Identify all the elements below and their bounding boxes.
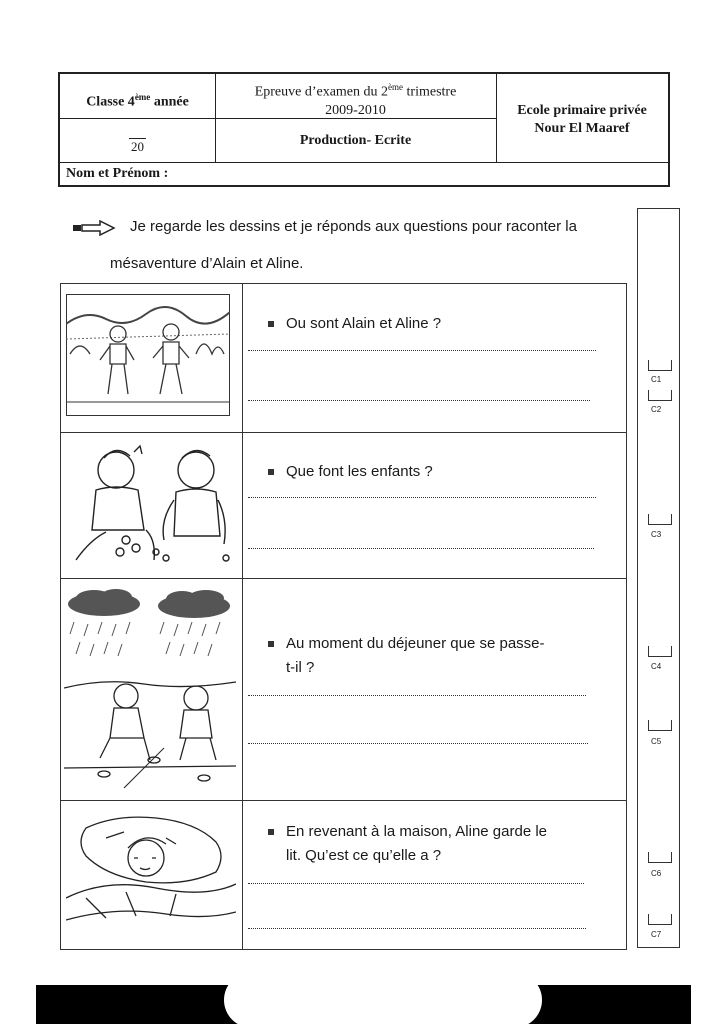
score-label-c2: C2 <box>651 405 662 414</box>
answer-line[interactable] <box>248 548 594 549</box>
exam-title: Epreuve d’examen du 2ème trimestre 2009-2010 <box>254 82 457 118</box>
score-label-c6: C6 <box>651 869 662 878</box>
score-label-c4: C4 <box>651 662 662 671</box>
score-total: 20 <box>131 139 144 154</box>
school-name: Ecole primaire privée Nour El Maaref <box>517 103 647 136</box>
question-2: Que font les enfants ? <box>268 460 433 484</box>
children-walking-in-field-drawing <box>66 294 230 416</box>
subject-label: Production- Ecrite <box>299 133 412 148</box>
answer-line[interactable] <box>248 928 586 929</box>
score-box-c6[interactable] <box>648 852 672 863</box>
girl-sick-in-bed-drawing <box>66 808 236 940</box>
class-label: Classe 4ème année <box>86 92 189 110</box>
score-box-c1[interactable] <box>648 360 672 371</box>
score-box-c5[interactable] <box>648 720 672 731</box>
instruction-line-2: mésaventure d’Alain et Aline. <box>110 255 304 272</box>
question-1: Ou sont Alain et Aline ? <box>268 312 441 336</box>
answer-line[interactable] <box>248 695 586 696</box>
instruction-line-1: Je regarde les dessins et je réponds aux questions pour raconter la <box>130 218 577 235</box>
score-column <box>637 208 680 948</box>
children-picking-flowers-drawing <box>66 440 238 570</box>
exam-header-table <box>58 72 670 187</box>
score-box-c4[interactable] <box>648 646 672 657</box>
score-label-c1: C1 <box>651 375 662 384</box>
score-box-c2[interactable] <box>648 390 672 401</box>
name-field-label: Nom et Prénom : <box>66 166 169 181</box>
question-3: Au moment du déjeuner que se passe- t-il ? <box>268 632 545 680</box>
bullet-icon <box>268 829 274 835</box>
score-label-c7: C7 <box>651 930 662 939</box>
arrow-icon <box>72 220 116 236</box>
question-4: En revenant à la maison, Aline garde le lit. Qu’est ce qu’elle a ? <box>268 820 547 868</box>
score-label-c5: C5 <box>651 737 662 746</box>
bullet-icon <box>268 321 274 327</box>
answer-line[interactable] <box>248 883 584 884</box>
rain-clouds-picnic-drawing <box>64 588 236 794</box>
score-label-c3: C3 <box>651 530 662 539</box>
answer-line[interactable] <box>248 497 596 498</box>
score-box-c3[interactable] <box>648 514 672 525</box>
bullet-icon <box>268 641 274 647</box>
scan-blank-patch <box>224 972 542 1028</box>
answer-line[interactable] <box>248 400 590 401</box>
answer-line[interactable] <box>248 350 596 351</box>
score-box-c7[interactable] <box>648 914 672 925</box>
answer-line[interactable] <box>248 743 588 744</box>
bullet-icon <box>268 469 274 475</box>
